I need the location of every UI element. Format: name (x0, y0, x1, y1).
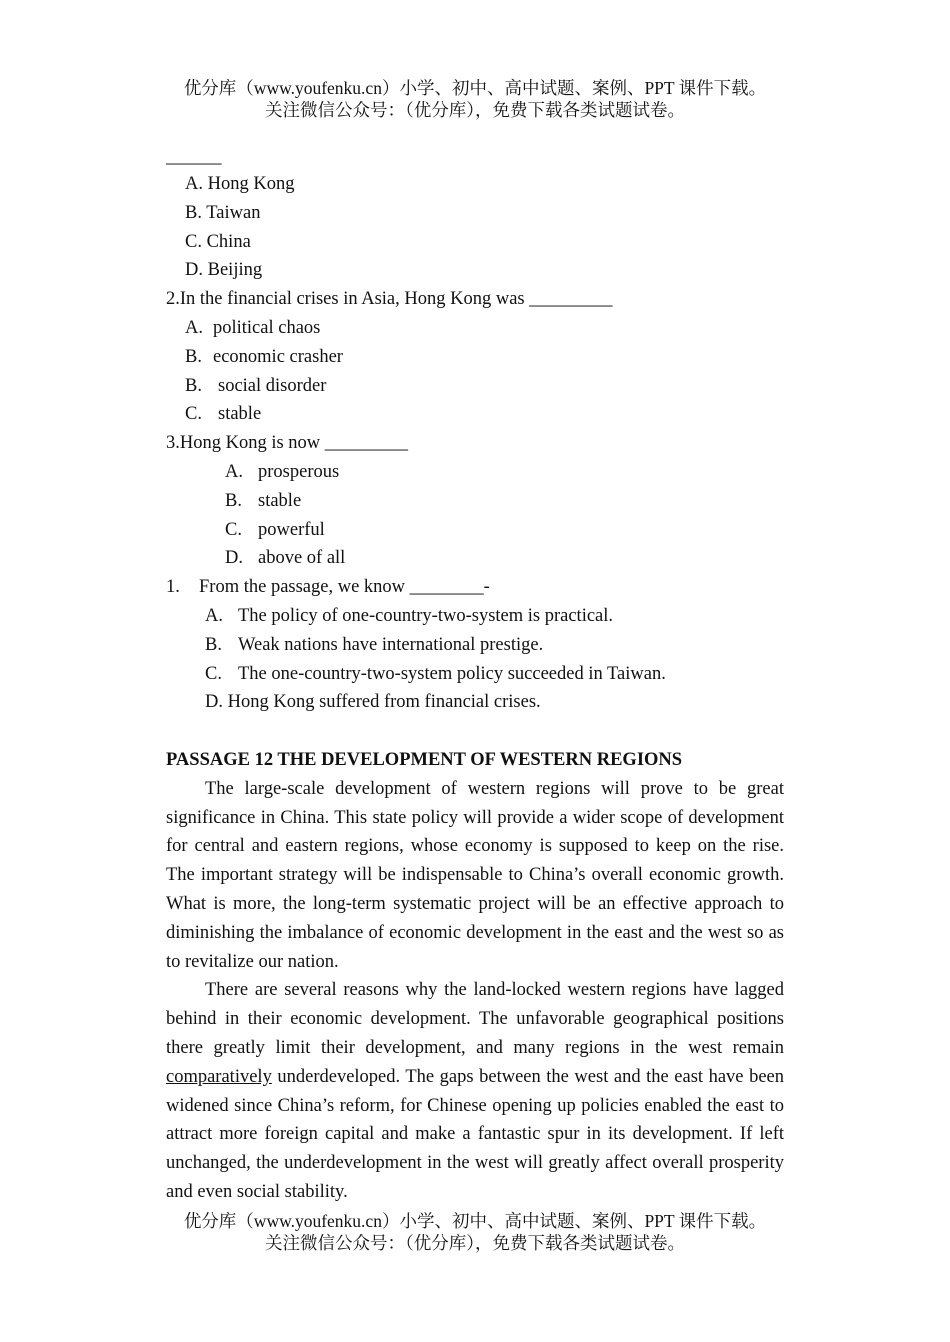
option: B. stable (225, 490, 302, 511)
question-2-stem: 2.In the financial crises in Asia, Hong Kong was _________ (166, 289, 613, 310)
footer-line-1: 优分库（www.youfenku.cn）小学、初中、高中试题、案例、PPT 课件下载。 (183, 1211, 767, 1231)
header-line-1: 优分库（www.youfenku.cn）小学、初中、高中试题、案例、PPT 课件下载。 (183, 78, 767, 98)
question-4-options (166, 602, 784, 717)
passage-title: PASSAGE 12 THE DEVELOPMENT OF WESTERN REGIONS (166, 749, 683, 770)
option: C. China (185, 231, 251, 252)
header-line-2: 关注微信公众号：（优分库），免费下载各类试题试卷。 (265, 100, 685, 120)
option: A. Hong Kong (185, 174, 295, 194)
question-4-stem: 1. From the passage, we know ________- (166, 577, 490, 598)
question-1-blank: ______ (166, 147, 222, 167)
option: D. above of all (225, 548, 346, 569)
option: B. Taiwan (185, 202, 261, 223)
passage-paragraph-2: There are several reasons why the land-locked western regions have lagged behind in their economic development. The unfavorable geographical positions there greatly limit their development, and many regions in the west remain comparatively underdeveloped. The gaps between the west and the east have been widened since China’s reform, for Chinese opening up policies enabled the east to attract more foreign capital and make a fantastic spur in its development. If left unchanged, the underdevelopment in the west will greatly affect overall prosperity and even social stability. (166, 980, 784, 1202)
question-3-options (166, 458, 784, 573)
option: D. Hong Kong suffered from financial crises. (205, 692, 541, 713)
option: C. stable (185, 404, 262, 425)
option: A. The policy of one-country-two-system is practical. (205, 605, 614, 626)
footer-line-2: 关注微信公众号：（优分库），免费下载各类试题试卷。 (265, 1233, 685, 1253)
option: B. social disorder (185, 375, 327, 396)
option: B. Weak nations have international prestige. (205, 634, 544, 655)
document-body (166, 144, 784, 1207)
page-header (0, 77, 950, 121)
question-2-options (166, 314, 784, 429)
question-1-options (166, 170, 784, 285)
option: C. The one-country-two-system policy succeeded in Taiwan. (205, 663, 666, 684)
option: B. economic crasher (185, 346, 343, 367)
question-3-stem: 3.Hong Kong is now _________ (166, 433, 409, 454)
option: C. powerful (225, 519, 325, 540)
spacer (166, 717, 784, 746)
page-footer (0, 1210, 950, 1254)
passage-paragraph-1: The large-scale development of western regions will prove to be great significance in China. This state policy will provide a wider scope of development for central and eastern regions, whose economy is supposed to keep on the rise. The important strategy will be indispensable to China’s overall economic growth. What is more, the long-term systematic project will be an effective approach to diminishing the imbalance of economic development in the east and the west so as to revitalize our nation. (166, 778, 784, 972)
option: D. Beijing (185, 260, 263, 281)
option: A. prosperous (225, 461, 340, 482)
option: A. political chaos (185, 317, 321, 338)
underlined-word: comparatively (166, 1066, 272, 1087)
